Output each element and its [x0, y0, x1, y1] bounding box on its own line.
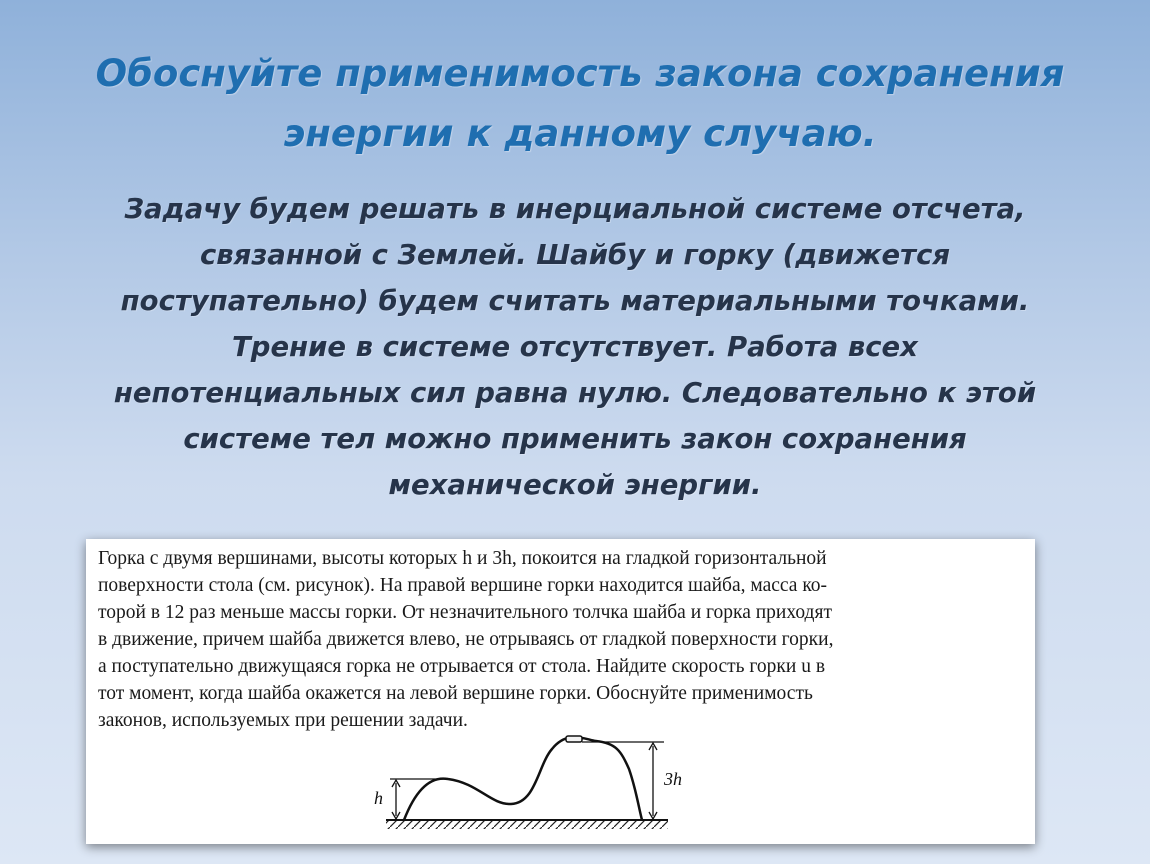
heading-line-2: энергии к данному случаю.	[283, 112, 877, 155]
explanation-line: системе тел можно применить закон сохранения	[183, 423, 967, 455]
slide-heading	[60, 44, 1100, 164]
explanation-line: механической энергии.	[388, 469, 762, 501]
problem-line: торой в 12 раз меньше массы горки. От незначительного толчка шайба и горка приходят	[98, 602, 832, 623]
explanation-text	[40, 186, 1110, 508]
puck	[566, 736, 582, 742]
problem-image	[86, 539, 1035, 844]
explanation-line: непотенциальных сил равна нулю. Следовательно к этой	[113, 377, 1037, 409]
explanation-line: связанной с Землей. Шайбу и горку (движется	[199, 239, 951, 271]
hill-figure	[86, 539, 1035, 844]
problem-line: поверхности стола (см. рисунок). На правой вершине горки находится шайба, масса ко-	[98, 575, 828, 596]
explanation-line: поступательно) будем считать материальными точками.	[120, 285, 1030, 317]
problem-line: а поступательно движущаяся горка не отрывается от стола. Найдите скорость горки u в	[98, 656, 826, 677]
heading-line-1: Обоснуйте применимость закона сохранения	[95, 52, 1065, 95]
table-surface	[386, 820, 668, 829]
low-height-arrow	[392, 780, 400, 819]
high-height-arrow	[649, 743, 657, 819]
high-height-label: 3h	[664, 769, 682, 789]
low-height-label: h	[374, 788, 383, 808]
problem-line: Горка с двумя вершинами, высоты которых h и 3h, покоится на гладкой горизонтальной	[98, 548, 827, 569]
problem-line: законов, используемых при решении задачи.	[98, 710, 468, 731]
explanation-line: Задачу будем решать в инерциальной системе отсчета,	[124, 193, 1026, 225]
problem-line: в движение, причем шайба движется влево, не отрываясь от гладкой поверхности горки,	[98, 629, 834, 650]
problem-line: тот момент, когда шайба окажется на левой вершине горки. Обоснуйте применимость	[98, 683, 813, 704]
explanation-line: Трение в системе отсутствует. Работа всех	[232, 331, 918, 363]
